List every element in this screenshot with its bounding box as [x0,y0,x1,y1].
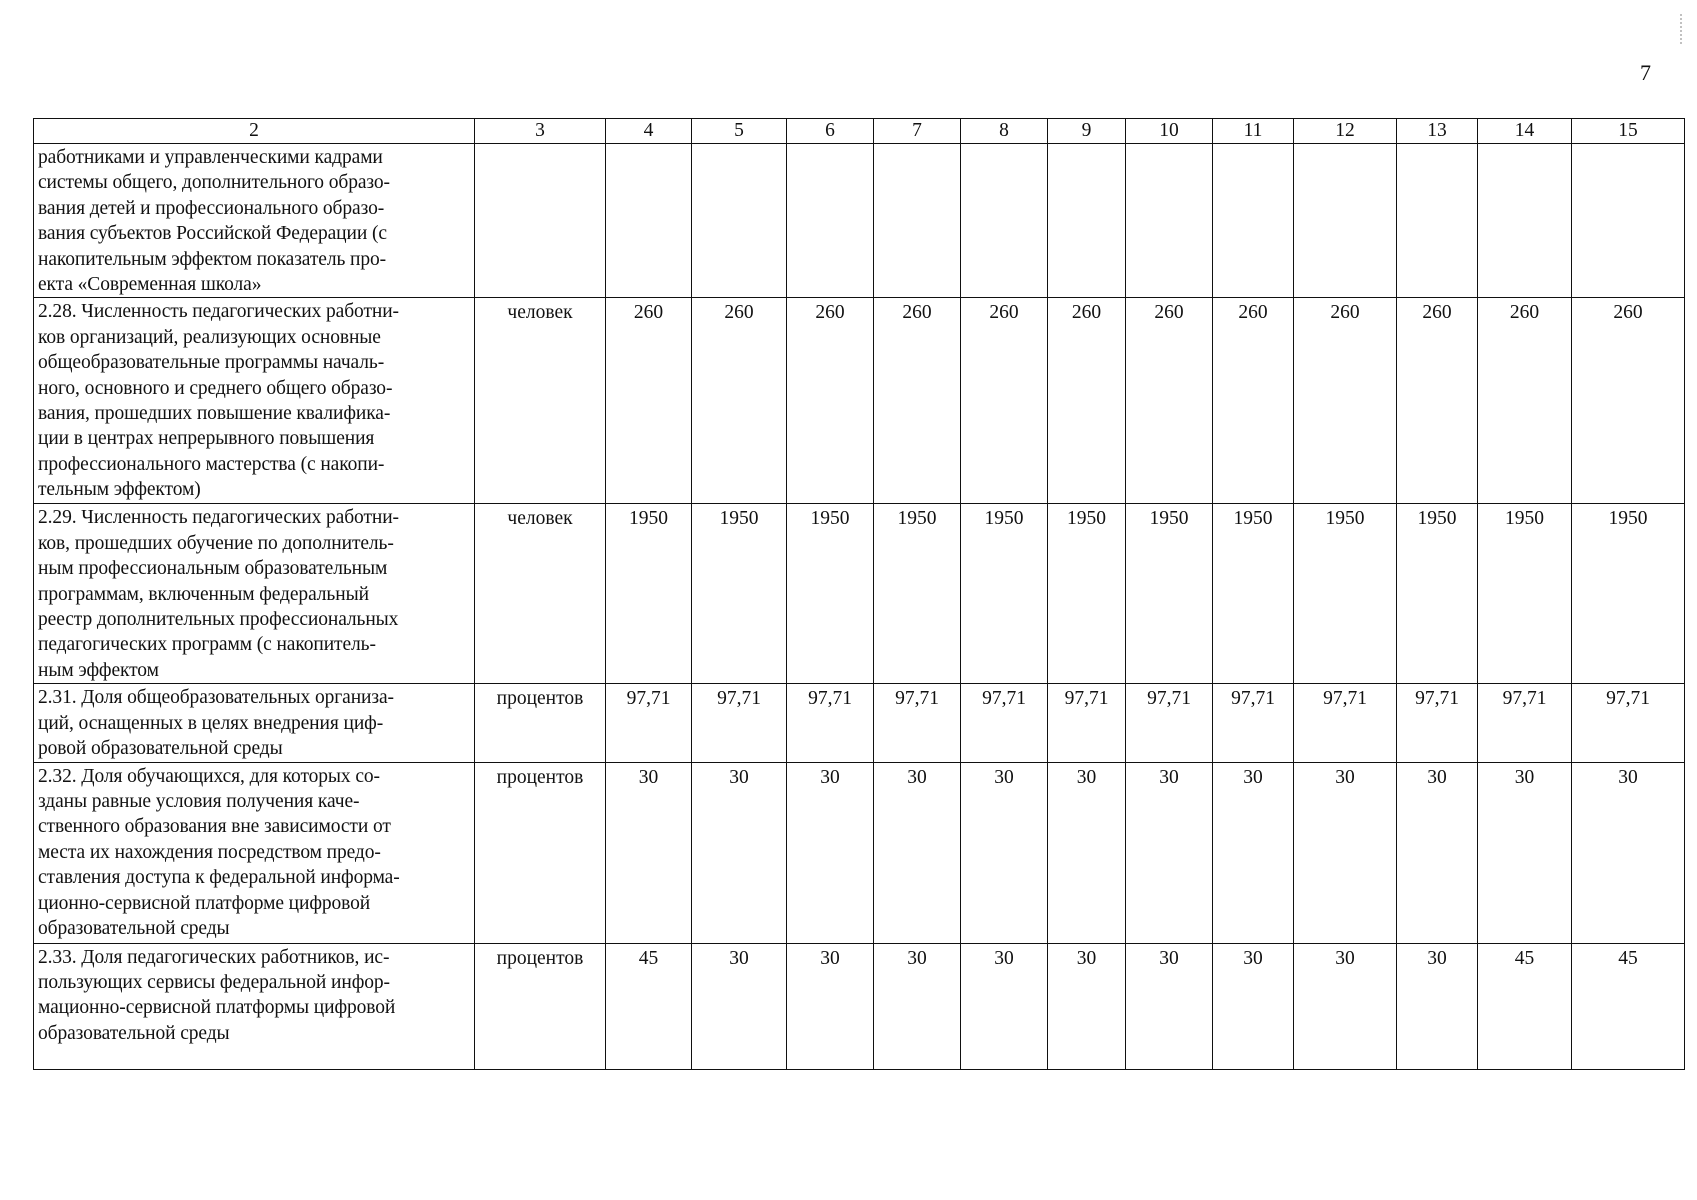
indicator-description [34,504,475,684]
value-cell: 1950 [692,504,787,684]
value-cell: 260 [1048,298,1126,504]
value-cell: 1950 [1397,504,1478,684]
table-row [34,762,1685,943]
unit-cell [475,144,606,298]
value-cell: 97,71 [606,684,692,762]
description-line: мационно-сервисной платформы цифровой [38,997,396,1019]
value-cell: 97,71 [692,684,787,762]
value-cell: 1950 [1294,504,1397,684]
description-line: образовательной среды [38,917,230,939]
column-header-10: 10 [1126,119,1213,144]
value-cell: 30 [1048,943,1126,1069]
value-cell: 1950 [1048,504,1126,684]
description-line: накопительным эффектом показатель про- [38,248,387,270]
value-cell: 260 [1126,298,1213,504]
value-cell: 260 [1478,298,1572,504]
value-cell: 30 [874,762,961,943]
value-cell [606,144,692,298]
value-cell: 30 [1126,762,1213,943]
description-line: ным профессиональным образовательным [38,558,388,580]
description-line: ным эффектом [38,659,159,681]
value-cell: 1950 [1213,504,1294,684]
value-cell: 30 [1213,943,1294,1069]
value-cell: 30 [1397,943,1478,1069]
value-cell: 30 [1397,762,1478,943]
column-header-12: 12 [1294,119,1397,144]
indicator-description [34,943,475,1069]
value-cell [1294,144,1397,298]
value-cell: 260 [1213,298,1294,504]
value-cell: 45 [606,943,692,1069]
value-cell: 1950 [787,504,874,684]
value-cell: 97,71 [1048,684,1126,762]
value-cell: 1950 [1126,504,1213,684]
description-line: программам, включенным федеральный [38,583,369,605]
value-cell: 97,71 [1478,684,1572,762]
value-cell: 30 [961,943,1048,1069]
description-line: вания субъектов Российской Федерации (с [38,223,387,245]
description-line: общеобразовательные программы началь- [38,352,385,374]
value-cell: 260 [1397,298,1478,504]
unit-cell: человек [475,298,606,504]
value-cell: 30 [787,943,874,1069]
value-cell: 30 [787,762,874,943]
value-cell [787,144,874,298]
value-cell [1478,144,1572,298]
indicators-table [33,118,1685,1070]
value-cell: 260 [787,298,874,504]
value-cell: 260 [1572,298,1685,504]
value-cell: 1950 [606,504,692,684]
table-row [34,943,1685,1069]
value-cell: 97,71 [787,684,874,762]
value-cell: 45 [1572,943,1685,1069]
column-header-6: 6 [787,119,874,144]
unit-cell: процентов [475,684,606,762]
value-cell: 260 [874,298,961,504]
value-cell: 30 [1572,762,1685,943]
unit-cell: человек [475,504,606,684]
value-cell: 97,71 [1213,684,1294,762]
indicator-description [34,762,475,943]
description-line: реестр дополнительных профессиональных [38,609,399,631]
column-header-15: 15 [1572,119,1685,144]
description-line: профессионального мастерства (с накопи- [38,453,385,475]
description-line: педагогических программ (с накопитель- [38,634,376,656]
column-header-14: 14 [1478,119,1572,144]
description-line: ционно-сервисной платформе цифровой [38,892,371,914]
value-cell: 30 [1294,943,1397,1069]
value-cell [1572,144,1685,298]
description-line: 2.32. Доля обучающихся, для которых со- [38,765,380,787]
value-cell: 260 [606,298,692,504]
unit-cell: процентов [475,762,606,943]
column-header-7: 7 [874,119,961,144]
description-line: 2.29. Численность педагогических работни- [38,507,399,529]
column-header-5: 5 [692,119,787,144]
value-cell: 97,71 [1572,684,1685,762]
description-line: вания детей и профессионального образо- [38,197,385,219]
table-row [34,684,1685,762]
table-row [34,504,1685,684]
description-line: 2.31. Доля общеобразовательных организа- [38,687,394,709]
description-line: образовательной среды [38,1022,230,1044]
value-cell [961,144,1048,298]
column-header-8: 8 [961,119,1048,144]
description-line: работниками и управленческими кадрами [38,147,383,168]
value-cell: 97,71 [874,684,961,762]
value-cell [1213,144,1294,298]
description-line: ции в центрах непрерывного повышения [38,428,375,450]
column-header-9: 9 [1048,119,1126,144]
value-cell: 30 [1213,762,1294,943]
page-number: 7 [1640,60,1651,85]
header-row [34,119,1685,144]
column-header-3: 3 [475,119,606,144]
value-cell: 45 [1478,943,1572,1069]
value-cell: 260 [1294,298,1397,504]
description-line: ного, основного и среднего общего образо- [38,377,393,399]
value-cell: 1950 [874,504,961,684]
value-cell [1397,144,1478,298]
column-header-11: 11 [1213,119,1294,144]
value-cell [1048,144,1126,298]
description-line: системы общего, дополнительного образо- [38,172,390,194]
value-cell: 30 [692,943,787,1069]
value-cell: 30 [606,762,692,943]
description-line: 2.28. Численность педагогических работни- [38,301,399,323]
indicator-description [34,684,475,762]
description-line: екта «Современная школа» [38,274,262,296]
description-line: 2.33. Доля педагогических работников, ис- [38,946,390,968]
value-cell [874,144,961,298]
column-header-4: 4 [606,119,692,144]
table-row [34,144,1685,298]
description-line: ставления доступа к федеральной информа- [38,867,400,889]
value-cell: 30 [961,762,1048,943]
description-line: ков организаций, реализующих основные [38,326,381,348]
description-line: вания, прошедших повышение квалифика- [38,403,391,425]
value-cell: 30 [1478,762,1572,943]
value-cell: 1950 [1572,504,1685,684]
column-header-2: 2 [34,119,475,144]
value-cell: 97,71 [1294,684,1397,762]
value-cell: 97,71 [1397,684,1478,762]
scan-corner-mark [1680,14,1692,44]
value-cell: 1950 [1478,504,1572,684]
description-line: ственного образования вне зависимости от [38,816,391,838]
value-cell: 30 [1048,762,1126,943]
indicator-description [34,144,475,298]
description-line: зданы равные условия получения каче- [38,790,360,812]
value-cell: 30 [1294,762,1397,943]
value-cell: 260 [692,298,787,504]
value-cell: 97,71 [1126,684,1213,762]
description-line: ций, оснащенных в целях внедрения циф- [38,712,384,734]
value-cell: 30 [1126,943,1213,1069]
description-line: ков, прошедших обучение по дополнитель- [38,532,394,554]
column-header-13: 13 [1397,119,1478,144]
value-cell [1126,144,1213,298]
indicator-description [34,298,475,504]
table-row [34,298,1685,504]
value-cell [692,144,787,298]
value-cell: 30 [874,943,961,1069]
value-cell: 30 [692,762,787,943]
value-cell: 260 [961,298,1048,504]
description-line: ровой образовательной среды [38,738,283,760]
unit-cell: процентов [475,943,606,1069]
description-line: пользующих сервисы федеральной инфор- [38,971,390,993]
description-line: места их нахождения посредством предо- [38,841,381,863]
value-cell: 97,71 [961,684,1048,762]
description-line: тельным эффектом) [38,479,201,501]
value-cell: 1950 [961,504,1048,684]
